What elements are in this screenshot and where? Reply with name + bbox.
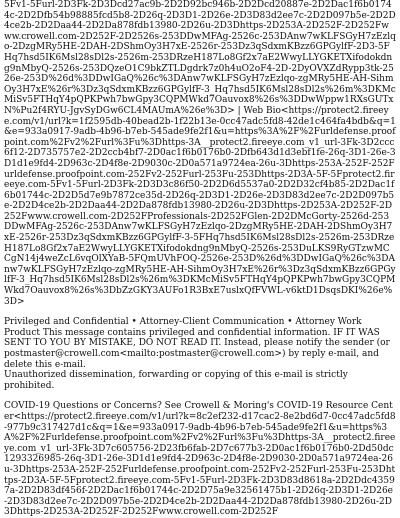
link-url-block[interactable]: 5Fv1-5Furl-2D3Fk-2D3Dcd27ac9b-2D2D92bc946b-2D2Dcd20887e-2D2Dac1f6b01744c-2D2Dfb54b98885fcd5b8-2D26q-2D3D1-2D26e-2D3D83d2ee7c-2D2D097b5e-2D2D4ce2b-2D2Daa44-2D2Da878fdb13980-2D26u-2D3Dhttps-2D253A-2D252F-2D252Fwww.crowell.com-2D252F-2D2526s-253DDwMFAg-2526c-253DAnw7wKLFSGyH7zEzlqo-2DzgMRy5HE-2DAH-2DShmOy3H7xE-2526r-253Dz3qSdxmKBzz6GPGylfF-2D3-5FHq7hsd5IK6Msl28sDl2s-2526m-253DRzeH187Lo8Gf2x7aE2WwyLLYGKETXifodokdng9nMbyQ-2526s-253DQzeO1C9bkZTLDgdrk7z0h4uO2oF4-2D-2DyOVXZdRypp3tk-2526e-253D%26d%3DDwIGaQ%26c%3DAnw7wKLFSGyH7zEzlqo-zgMRy5HE-AH-SihmOy3H7xE%26r%3Dz3qSdxmKBzz6GPGylfF-3_Hq7hsd5IK6Msl28sDl2s%26m%3DKMcMiSv5FTHqY4pQPKPwh7bwGpy3CQPMWkd7Oauvox8%26s%3DDwWppw1RXsGUTxN%Pu2f4RYU-JgvSyDGw6CL4MAUmA%26e%3D> | Web Bio<https://protect2.fireeye.com/v1/url?k=1f2595db-40bead2b-1f22b13e-0cc47adc5fd8-42de1c464fa4bdb&q=1&e=933a0917-9adb-4b96-b7eb-545ade9fe2f1&u=https%3A%2F%2Furldefense.proofpoint.com%2Fv2%2Furl%3Fu%3Dhttps-3A__protect2.fireeye.com_v1_url-3Fk-3D2ccc6f12-2D735757e2-2D2ccb4bf7-2D0ac1f6b0176b0-2Dfb643d1d3ebf1fe-26q-3D1-26e-3D1d1e9fd4-2D963c-2D4f8e-2D9030c-2D0a571a9724ea-26u-3Dhttps-253A-252F-252Furldefense.proofpoint.com-252Fv2-252Furl-253Fu-253Dhttps-2D3A-5F-5Fprotect2.fireeye.com-5Fv1-5Furl-2D3Fk-2D3D3c86f50-2D2D6d5537a0-2D2D32cf4b85-2D2Dac1f6b01744c-2D2D5d7e9b7872ce35d-2D26q-2D3D1-2D26e-2D3D83d2ee7c-2D2D097b5e-2D2D4ce2b-2D2Daa44-2D2Da878fdb13980-2D26u-2D3Dhttps-2D253A-2D252F-2D252Fwww.crowell.com-2D252FProfessionals-2D252FGlen-2D2DMcGorty-2526d-253DDwMFAg-2526c-253DAnw7wKLFSGyH7zEzlqo-2DzgMRy5HE-2DAH-2DShmOy3H7xE-2526r-253Dz3qSdxmKBzz6GPGylfF-3-5FHq7hsd5IK6Msl28sDl2s-2526m-253DRzeH187Lo8Gf2x7aE2WwyLLYGKETXifodokdng9nMbyQ-2526s-253DuLKS9RyGTzwMCCgN14j4weZcL6vqOlXYaB-5FQmUVhFOQ-2526e-253D%26d%3DDwIGaQ%26c%3DAnw7wKLFSGyH7zEzlqo-zgMRy5HE-AH-SihmOy3H7xE%26r%3Dz3qSdxmKBzz6GPGylfF-3_Hq7hsd5IK6Msl28sDl2s%26m%3DKMcMiSv5FTHqY4pQPKPwh7bwGpy3CQPMWkd7Oauvox8%26s%3DbZzGKY3AUFo1R3BxE7uslxQfFVWL-v6ktD1DsqsDKI%26e%3D> bbox=[4, 0, 396, 307]
paragraph-gap bbox=[4, 307, 396, 317]
privilege-notice: Privileged and Confidential • Attorney-Client Communication • Attorney Work Product This message contains privileged and confidential information. IF IT WAS SENT TO YOU BY MISTAKE, DO NOT READ IT. Instead, please notify the sender (or postmaster@crowell.com<mailto:postmaster@crowell.com>) by reply e-mail, and delete this e-mail. bbox=[4, 317, 390, 370]
unauthorized-notice: Unauthorized dissemination, forwarding or copying of this e-mail is strictly prohibited. bbox=[4, 370, 348, 391]
covid-resource-link[interactable]: COVID-19 Questions or Concerns? See Crowell & Moring's COVID-19 Resource Center<https://protect2.fireeye.com/v1/url?k=8c2ef232-d17cac2-8e2bd6d7-0cc47adc5fd8-977b9c317427d1c&q=1&e=933a0917-9adb-4b96-b7eb-545ade9fe2f1&u=https%3A%2F%2Furldefense.proofpoint.com%2Fv2%2Furl%3Fu%3Dhttps-3A__protect2.fireeye.com_v1_url-3Fk-3D7c605756-2D23fb6fab-2D7c677b3-2D0ac1f6b0176b0-2Dd50dc1293326985-26q-3D1-26e-3D1d1e9fd4-2D963c-2D4f8e-2D9030-2D0a571a9724ea-26u-3Dhttps-253A-252F-252Furldefense.proofpoint.com-252Fv2-252Furl-253Fu-253Dhttps-2D3A-5F-5Fprotect2.fireeye.com-5Fv1-5Furl-2D3Fk-2D3D83d8618a-2D2Ddc43597a-2D2D83df456f-2D2Dac1f6b01744c-2D2D75a9e32561475b1-2D26q-2D3D1-2D26e-2D3D83d2ee7c-2D2D097b5e-2D2D4ce2b-2D2Daa44-2D2Da878fdb13980-2D26u-2D3Dhttps-2D253A-2D252F-2D252Fwww.crowell.com-2D252F bbox=[4, 401, 396, 518]
paragraph-gap bbox=[4, 391, 396, 401]
